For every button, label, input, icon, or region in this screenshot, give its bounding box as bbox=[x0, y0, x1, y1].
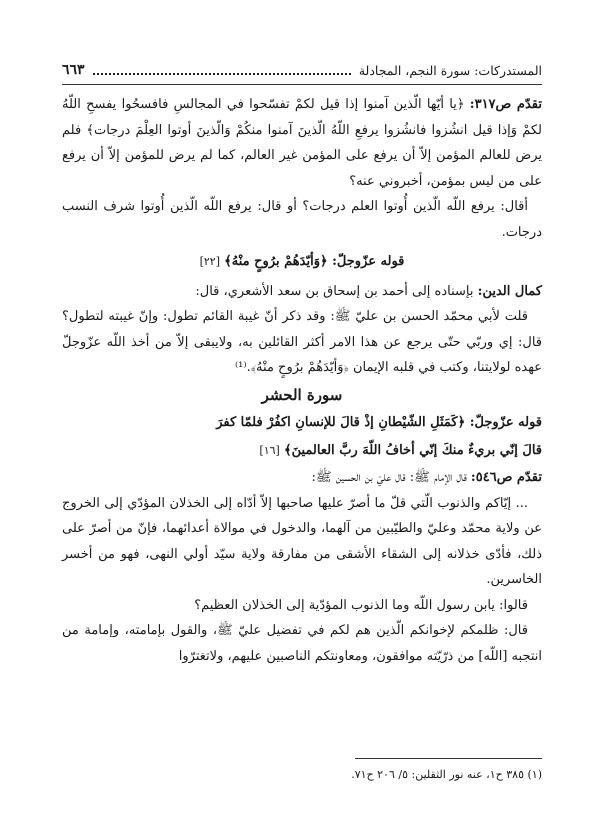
paragraph-referenced-verse bbox=[62, 92, 542, 194]
paragraph-answer: قال: ظلمكم لإخوانكم الّذين هم لكم في تفضيل عليّ ﷺ، والقول بإمامته، وإمامة من انتجبه [اللّه] من ذرّيّته موافقون، ومعاونتكم الناصبين عليهم، ولاتغترّوا bbox=[62, 623, 542, 664]
verse-number: [٢٢] bbox=[199, 255, 221, 268]
paragraph-question: قالوا: يابن رسول اللّه وما الذنوب المؤدّية إلى الخذلان العظيم؟ bbox=[194, 597, 528, 613]
paragraph-source bbox=[62, 279, 542, 305]
header-rule bbox=[62, 84, 542, 85]
reference-marker: تقدّم ص٣١٧: bbox=[469, 97, 543, 112]
paragraph-narration: قلت لأبي محمّد الحسن بن عليّ ﷺ: وقد ذكر أنّ غيبة القائم تطول: وإنّ غيبته لتطول؟ قال: إي وربّي حتّى يرجع عن هذا الامر أكثر القائلين به، ولايبقى إلاّ من أخذ اللّه عزّوجلّ عهده لولايتنا، وكتب في قلبه الإيمان ﴿وَأيّدَهُمْ برُوحٍ منْهُ﴾.⁽¹⁾ bbox=[62, 309, 542, 375]
paragraph-text: ﴿يا أيّها الّذين آمنوا إذا قيل لكمْ تفسّحوا في المجالسِ فافسحُوا يفسحِ اللّهُ لكمْ وَإذا قيل انشُزوا فانشُزوا يرفعِ اللّهُ الّذينَ آمنوا منكُمْ وَالّذينَ أوتوا العِلْمَ درجات﴾ فلم يرض للعالم المؤمن إلاّ أن يرفع على المؤمن غير العالم، كما لم يرض للمؤمن إلاّ أن يرفع على من ليس بمؤمن، أخبروني عنه؟ bbox=[62, 97, 542, 189]
header-dotted-leader bbox=[93, 65, 351, 75]
verse-text: قالَ إنّي بريءٌ منكَ إنّي أخافُ اللّهَ ربَّ العالمينَ﴾ bbox=[283, 442, 542, 458]
page-number: ٦٦٣ bbox=[62, 62, 85, 78]
verse-heading-line1: قوله عزّوجلّ: ﴿كَمَثَلِ الشّيْطانِ إذْ قالَ للإنسانِ اكفُرْ فلمّا كفرَ bbox=[216, 415, 542, 430]
paragraph-text: قال الإمام ﷺ: قال عليّ بن الحسين ﷺ: bbox=[311, 470, 471, 485]
source-name: كمال الدين: bbox=[477, 283, 542, 299]
page-body bbox=[62, 92, 542, 669]
footnote: (١) ٣٨٥ ح١، عنه نور الثقلين: ٥/ ٢٠٦ ح٧١. bbox=[351, 768, 542, 781]
running-header bbox=[62, 58, 542, 82]
reference-marker: تقدّم ص٥٤٦: bbox=[470, 470, 542, 485]
verse-number: [١٦] bbox=[259, 443, 280, 457]
paragraph-question: أقال: يرفع اللّه الّذين أُوتوا العلم درجات؟ أو قال: يرفع اللّه الّذين أُوتوا شرف النسب درجات. bbox=[62, 199, 542, 240]
paragraph-source bbox=[62, 465, 542, 491]
paragraph-hadith: ... إيّاكم والذنوب الّتي قلّ ما أصرّ عليها صاحبها إلاّ أدّاه إلى الخذلان المؤدّي إلى الخروج عن ولاية محمّد وعليّ والطيّبين من آلهما، والدخول في موالاة أعدائهما، فإنّ من أصرّ على ذلك، فأدّى خذلانه إلى الشقاء الأشقى من مفارقة ولاية سيّد أولي النهى، فهو من أخسر الخاسرين. bbox=[62, 495, 542, 587]
verse-heading-line2 bbox=[62, 438, 542, 464]
surah-title: سورة الحشر bbox=[261, 385, 343, 404]
header-title: المستدركات: سورة النجم، المجادلة bbox=[358, 62, 542, 78]
verse-heading bbox=[62, 249, 542, 275]
footnote-separator bbox=[355, 758, 542, 759]
paragraph-text: بإسناده إلى أحمد بن إسحاق بن سعد الأشعري، قال: bbox=[195, 283, 478, 299]
verse-text: قوله عزّوجلّ: ﴿وَأيّدَهُمْ برُوحٍ منْهُ﴾ bbox=[224, 254, 405, 269]
